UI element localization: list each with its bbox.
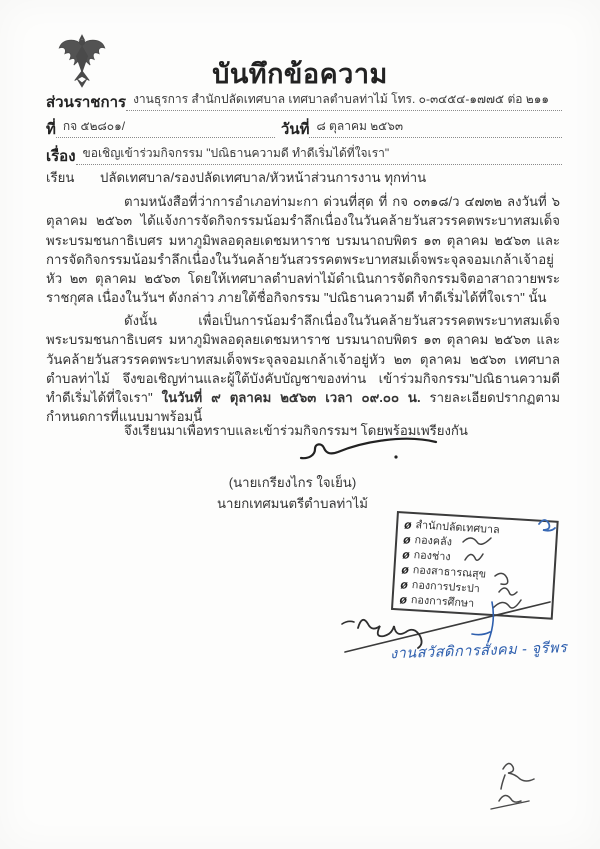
check-mark-icon: ø	[400, 576, 409, 592]
check-mark-icon: ø	[401, 546, 411, 562]
subject-value: ขอเชิญเข้าร่วมกิจกรรม "ปณิธานความดี ทำดีเริ่มได้ที่ใจเรา"	[76, 144, 562, 165]
number-label: ที่	[46, 121, 56, 138]
stamp-item-label: สำนักปลัดเทศบาล	[415, 519, 500, 537]
salutation-line	[46, 167, 426, 188]
date-label: วันที่	[280, 121, 310, 138]
paragraph-2	[46, 311, 560, 427]
mayor-signature-icon	[286, 430, 446, 476]
paragraph-2-pre: ดังนั้น เพื่อเป็นการน้อมรำลึกเนื่องในวันคล้ายวันสวรรคตพระบาทสมเด็จพระบรมชนกาธิเบศร มหาภูมิพลอดุลยเดชมหาราช บรมนาถบพิตร ๑๓ ตุลาคม ๒๕๖๓ และวันคล้ายวันสวรรคตพระบาทสมเด็จพระจุลจอมเกล้าเจ้าอยู่หัว ๒๓ ตุลาคม ๒๕๖๓ เทศบาลตำบลท่าไม้ จึงขอเชิญท่านและผู้ใต้บังคับบัญชาของท่าน เข้าร่วมกิจกรรม"ปณิธานความดี ทำดีเริ่มได้ที่ใจเรา"	[46, 313, 560, 406]
paragraph-2-post: รายละเอียดปรากฏตามกำหนดการที่แนบมาพร้อมนี้	[46, 390, 561, 425]
agency-row	[46, 90, 562, 111]
routing-stamp	[391, 511, 559, 620]
paragraph-1: ตามหนังสือที่ว่าการอำเภอท่ามะกา ด่วนที่สุด ที่ กจ ๐๓๑๘/ว ๔๗๓๒ ลงวันที่ ๖ ตุลาคม ๒๕๖๓ ได้แจ้งการจัดกิจกรรมน้อมรำลึกเนื่องในวันคล้ายวันสวรรคตพระบาทสมเด็จพระบรมชนกาธิเบศร มหาภูมิพลอดุลยเดชมหาราช บรมนาถบพิตร ๑๓ ตุลาคม ๒๕๖๓ และการจัดกิจกรรมน้อมรำลึกเนื่องในวันคล้ายวันสวรรคตพระบาทสมเด็จพระจุลจอมเกล้าเจ้าอยู่หัว ๒๓ ตุลาคม ๒๕๖๓ โดยให้เทศบาลตำบลท่าไม้ดำเนินการจัดกิจกรรมจิตอาสาถวายพระราชกุศล เนื่องในวันฯ ดังกล่าว ภายใต้ชื่อกิจกรรม "ปณิธานความดี ทำดีเริ่มได้ที่ใจเรา" นั้น	[46, 194, 560, 306]
number-value: กจ ๕๒๘๐๑/	[56, 117, 275, 138]
salutation-label: เรียน	[46, 170, 75, 185]
closing-line: จึงเรียนมาเพื่อทราบและเข้าร่วมกิจกรรมฯ โดยพร้อมเพรียงกัน	[124, 423, 468, 438]
check-mark-icon: ø	[403, 516, 412, 532]
subject-label: เรื่อง	[46, 148, 76, 165]
stamp-item-label: กองช่าง	[413, 549, 451, 564]
bottom-initials-scribble-icon	[485, 755, 550, 817]
signer-name: (นายเกรียงไกร ใจเย็น)	[228, 475, 357, 490]
check-mark-icon: ø	[401, 561, 410, 577]
paragraph-2-bold-date: ในวันที่ ๙ ตุลาคม ๒๕๖๓ เวลา ๐๙.๐๐ น.	[161, 390, 421, 406]
check-mark-icon: ø	[402, 531, 412, 547]
page-title: บันทึกข้อความ	[212, 59, 388, 89]
subject-row	[46, 144, 562, 165]
header-fields	[46, 90, 562, 171]
check-mark-icon: ø	[399, 591, 408, 607]
agency-value: งานธุรการ สำนักปลัดเทศบาล เทศบาลตำบลท่าไม้ โทร. ๐-๓๔๕๔-๑๗๗๕ ต่อ ๒๑๑	[126, 90, 562, 111]
date-value: ๘ ตุลาคม ๒๕๖๓	[309, 117, 562, 138]
stamp-item-label: กองการศึกษา	[410, 594, 475, 610]
agency-label: ส่วนราชการ	[46, 94, 127, 111]
stamp-item-label: กองการประปา	[411, 579, 481, 596]
stamp-item-label: กองคลัง	[414, 534, 453, 549]
handwritten-blue-note: งานสวัสดิการสังคม - จูรีพร	[389, 640, 568, 663]
salutation-value: ปลัดเทศบาล/รองปลัดเทศบาล/หัวหน้าส่วนการงาน ทุกท่าน	[100, 170, 427, 185]
signer-title: นายกเทศมนตรีตำบลท่าไม้	[217, 496, 368, 511]
stamp-item-label: กองสาธารณสุข	[412, 564, 487, 581]
number-date-row	[46, 117, 562, 138]
signer-block	[180, 472, 405, 514]
